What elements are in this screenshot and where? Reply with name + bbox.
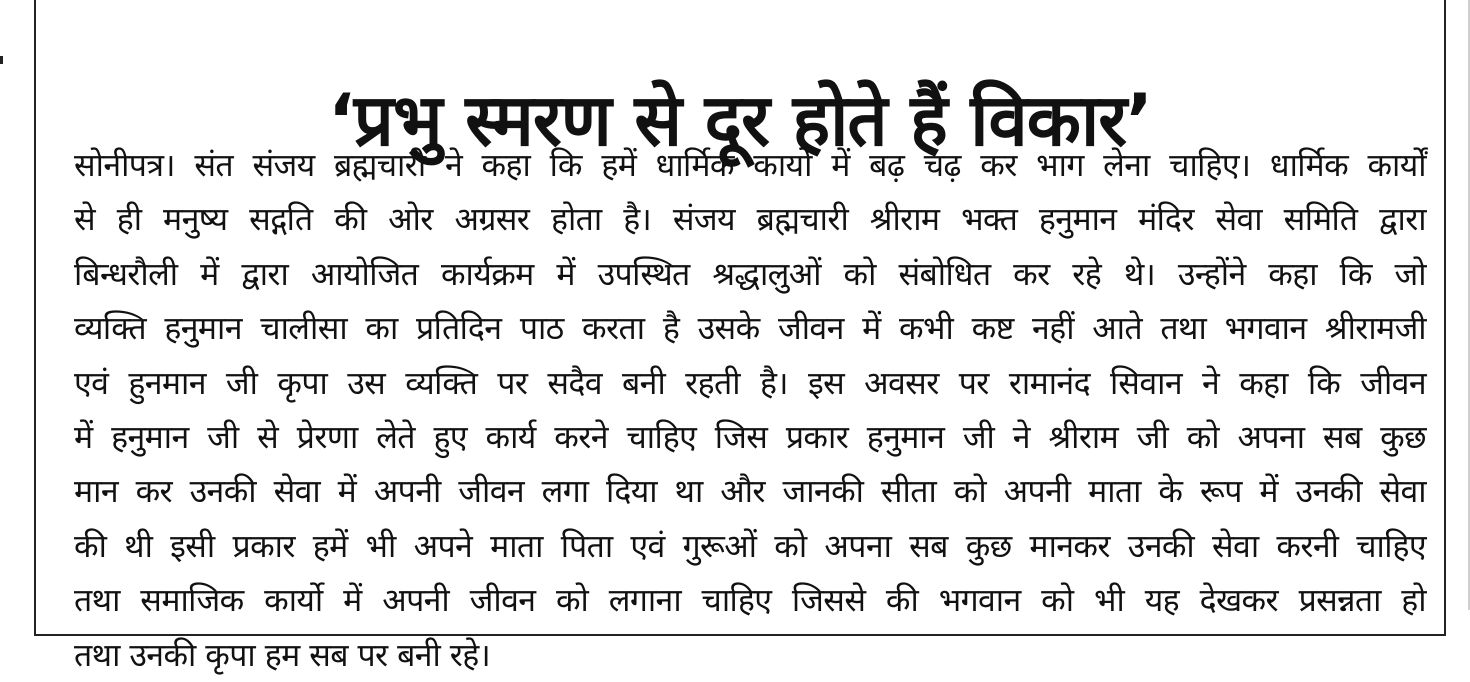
- article-line: बिन्धरौली में द्वारा आयोजित कार्यक्रम में उपस्थित श्रद्धालुओं को संबोधित कर रहे थे। उन्होंने कहा कि जो: [74, 254, 1426, 293]
- article-body: [74, 138, 1426, 682]
- article-line: मान कर उनकी सेवा में अपनी जीवन लगा दिया था और जानकी सीता को अपनी माता के रूप में उनकी सेवा: [74, 472, 1426, 511]
- article-line: में हनुमान जी से प्रेरणा लेते हुए कार्य करने चाहिए जिस प्रकार हनुमान जी ने श्रीराम जी को अपना सब कुछ: [74, 417, 1426, 456]
- article-line: की थी इसी प्रकार हमें भी अपने माता पिता एवं गुरूओं को अपना सब कुछ मानकर उनकी सेवा करनी चाहिए: [74, 526, 1426, 565]
- article-line: तथा समाजिक कार्यो में अपनी जीवन को लगाना चाहिए जिससे की भगवान को भी यह देखकर प्रसन्नता हो: [74, 581, 1426, 620]
- article-line: व्यक्ति हनुमान चालीसा का प्रतिदिन पाठ करता है उसके जीवन में कभी कष्ट नहीं आते तथा भगवान श्रीरामजी: [74, 309, 1426, 348]
- page-edge-mark: [0, 56, 3, 64]
- article-line: एवं हुनमान जी कृपा उस व्यक्ति पर सदैव बनी रहती है। इस अवसर पर रामानंद सिवान ने कहा कि जीवन: [74, 363, 1426, 402]
- article-headline: ‘प्रभु स्मरण से दूर होते हैं विकार’: [327, 78, 1153, 163]
- article-line: सोनीपत्र। संत संजय ब्रह्मचारी ने कहा कि हमें धार्मिक कार्यो में बढ़ चढ़ कर भाग लेना चाहिए। धार्मिक कार्यों: [74, 146, 1426, 184]
- article-line: से ही मनुष्य सद्गति की ओर अग्रसर होता है। संजय ब्रह्मचारी श्रीराम भक्त हनुमान मंदिर सेवा समिति द्वारा: [74, 200, 1426, 239]
- article-line: तथा उनकी कृपा हम सब पर बनी रहे।: [74, 635, 491, 674]
